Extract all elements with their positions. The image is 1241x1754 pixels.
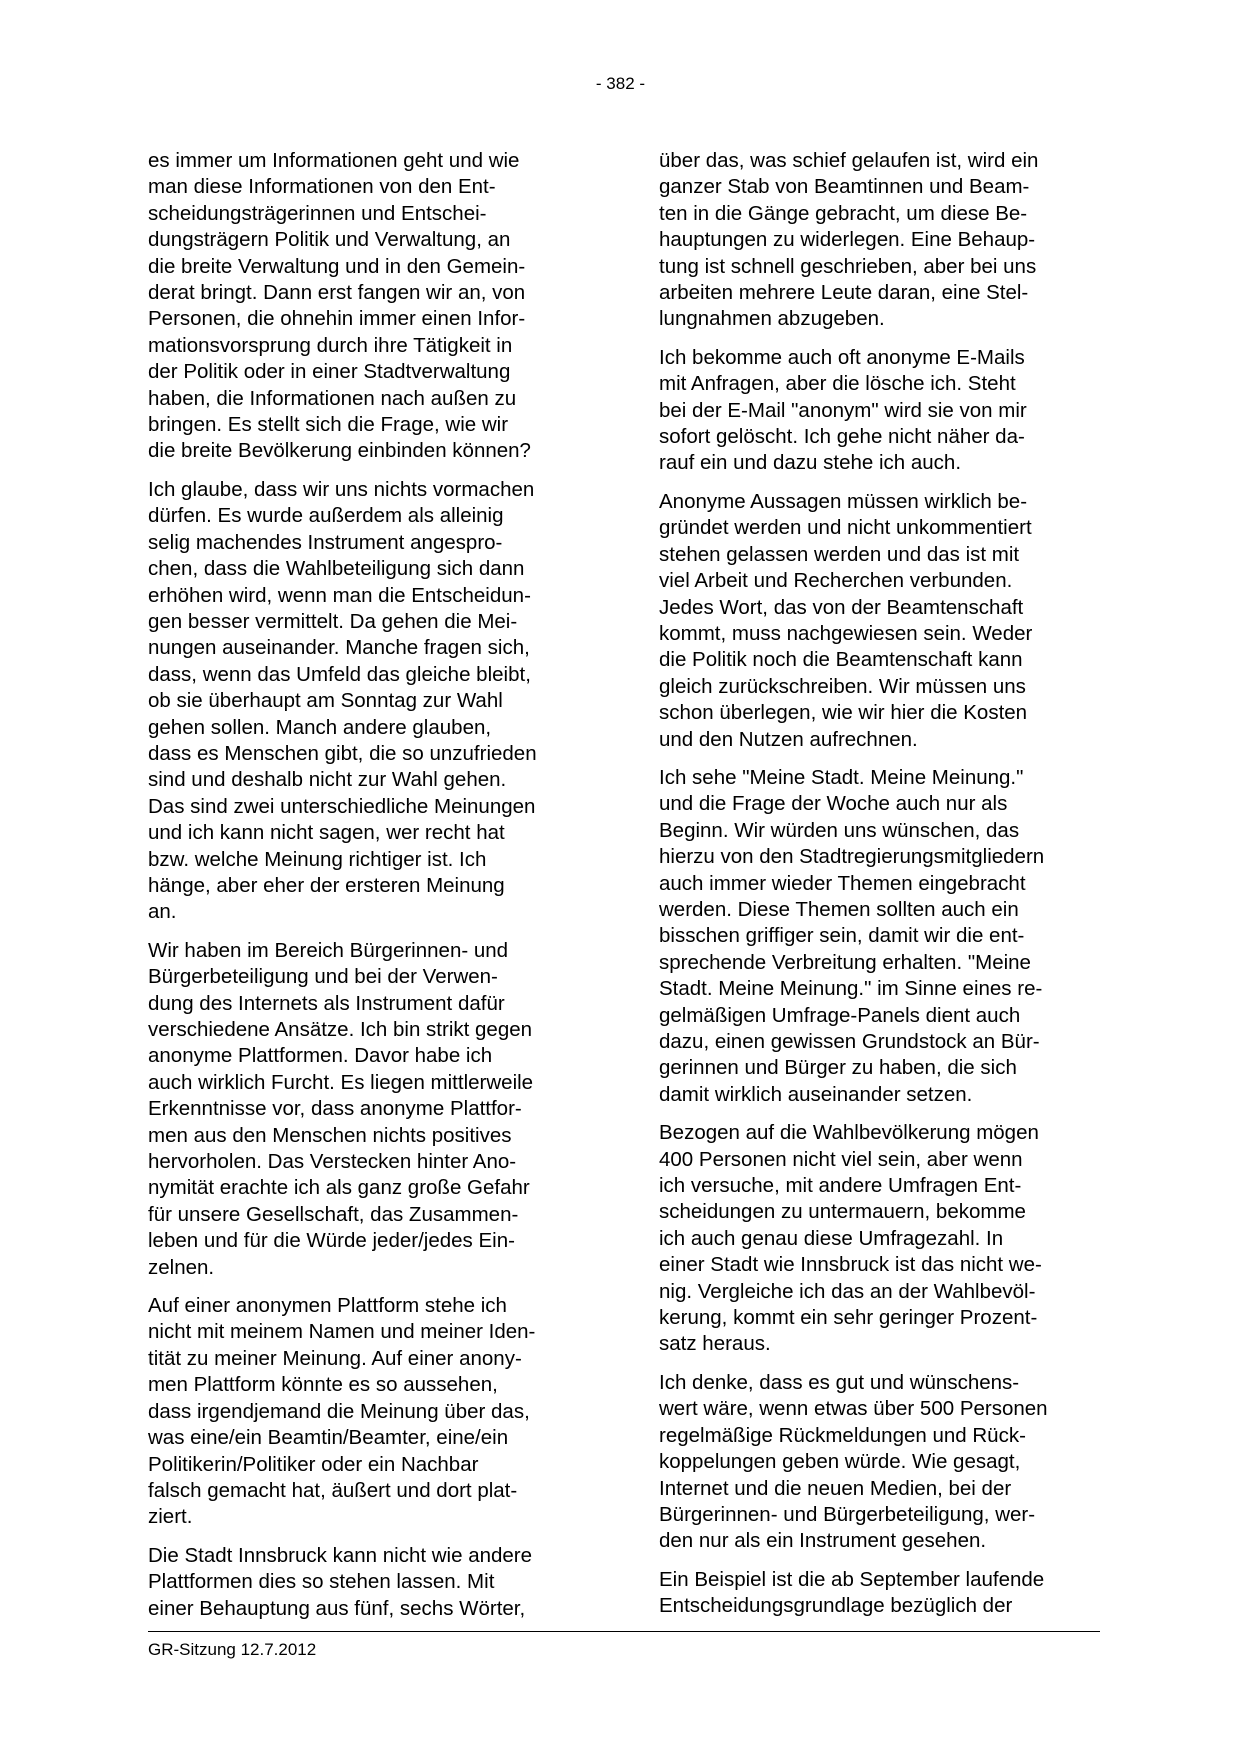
page-number: - 382 - [595,74,646,93]
paragraph: Ich sehe "Meine Stadt. Meine Meinung." und die Frage der Woche auch nur als Beginn. Wir würden uns wünschen, das hierzu von den Stadtregierungsmitgliedern auch immer wieder Themen eingebracht werden. Diese Themen sollten auch ein bisschen griffiger sein, damit wir die ent- sprechende Verbreitung erhalten. "Meine Stadt. Meine Meinung." im Sinne eines re- gelmäßigen Umfrage-Panels dient auch dazu, einen gewissen Grundstock an Bür- gerinnen und Bürger zu haben, die sich damit wirklich auseinander setzen. [659,765,1045,1106]
paragraph: es immer um Informationen geht und wie man diese Informationen von den Ent- scheidungsträgerinnen und Entschei- dungsträgern Politik und Verwaltung, an die breite Verwaltung und in den Gemein- derat bringt. Dann erst fangen wir an, von Personen, die ohnehin immer einen Infor- mationsvorsprung durch ihre Tätigkeit in der Politik oder in einer Stadtverwaltung haben, die Informationen nach außen zu bringen. Es stellt sich die Frage, wie wir die breite Bevölkerung einbinden können? [148,149,531,463]
paragraph: Ich denke, dass es gut und wünschens- wert wäre, wenn etwas über 500 Personen regelmäßige Rückmeldungen und Rück- koppelungen geben würde. Wie gesagt, Internet und die neuen Medien, bei der Bürgerinnen- und Bürgerbeteiligung, wer- den nur als ein Instrument gesehen. [659,1370,1048,1553]
right-column [659,148,1109,1632]
paragraph: Ich glaube, dass wir uns nichts vormachen dürfen. Es wurde außerdem als alleinig selig machendes Instrument angespro- chen, dass die Wahlbeteiligung sich dann erhöhen wird, wenn man die Entscheidun- gen besser vermittelt. Da gehen die Mei- nungen auseinander. Manche fragen sich, dass, wenn das Umfeld das gleiche bleibt, ob sie überhaupt am Sonntag zur Wahl gehen sollen. Manch andere glauben, dass es Menschen gibt, die so unzufrieden sind und deshalb nicht zur Wahl gehen. Das sind zwei unterschiedliche Meinungen und ich kann nicht sagen, wer recht hat bzw. welche Meinung richtiger ist. Ich hänge, aber eher der ersteren Meinung an. [148,477,537,924]
footer-divider [148,1631,1100,1632]
footer-session-date: GR-Sitzung 12.7.2012 [148,1640,317,1659]
paragraph: Ein Beispiel ist die ab September laufende Entscheidungsgrundlage bezüglich der [659,1567,1045,1618]
paragraph: Bezogen auf die Wahlbevölkerung mögen 400 Personen nicht viel sein, aber wenn ich versuche, mit andere Umfragen Ent- scheidungen zu untermauern, bekomme ich auch genau diese Umfragezahl. In einer Stadt wie Innsbruck ist das nicht we- nig. Vergleiche ich das an der Wahlbevöl- kerung, kommt ein sehr geringer Prozent- satz heraus. [659,1121,1042,1356]
paragraph: über das, was schief gelaufen ist, wird ein ganzer Stab von Beamtinnen und Beam- ten in die Gänge gebracht, um diese Be- hauptungen zu widerlegen. Eine Behaup- tung ist schnell geschrieben, aber bei uns arbeiten mehrere Leute daran, eine Stel- lungnahmen abzugeben. [659,149,1039,331]
paragraph: Wir haben im Bereich Bürgerinnen- und Bürgerbeteiligung und bei der Verwen- dung des Internets als Instrument dafür verschiedene Ansätze. Ich bin strikt gegen anonyme Plattformen. Davor habe ich auch wirklich Furcht. Es liegen mittlerweile Erkenntnisse vor, dass anonyme Plattfor- men aus den Menschen nichts positives hervorholen. Das Verstecken hinter Ano- nymität erachte ich als ganz große Gefahr für unsere Gesellschaft, das Zusammen- leben und für die Würde jeder/jedes Ein- zelnen. [148,938,534,1279]
paragraph: Auf einer anonymen Plattform stehe ich nicht mit meinem Namen und meiner Iden- tität zu meiner Meinung. Auf einer anony- men Plattform könnte es so aussehen, dass irgendjemand die Meinung über das, was eine/ein Beamtin/Beamter, eine/ein Politikerin/Politiker oder ein Nachbar falsch gemacht hat, äußert und dort plat- ziert. [148,1294,536,1529]
paragraph: Die Stadt Innsbruck kann nicht wie andere Plattformen dies so stehen lassen. Mit einer Behauptung aus fünf, sechs Wörter, [148,1543,533,1620]
paragraph: Ich bekomme auch oft anonyme E-Mails mit Anfragen, aber die lösche ich. Steht bei der E-Mail "anonym" wird sie von mir sofort gelöscht. Ich gehe nicht näher da- rauf ein und dazu stehe ich auch. [659,345,1027,475]
left-column [148,148,598,1634]
paragraph: Anonyme Aussagen müssen wirklich be- gründet werden und nicht unkommentiert stehen gelassen werden und das ist mit viel Arbeit und Recherchen verbunden. Jedes Wort, das von der Beamtenschaft kommt, muss nachgewiesen sein. Weder die Politik noch die Beamtenschaft kann gleich zurückschreiben. Wir müssen uns schon überlegen, wie wir hier die Kosten und den Nutzen aufrechnen. [659,489,1033,751]
